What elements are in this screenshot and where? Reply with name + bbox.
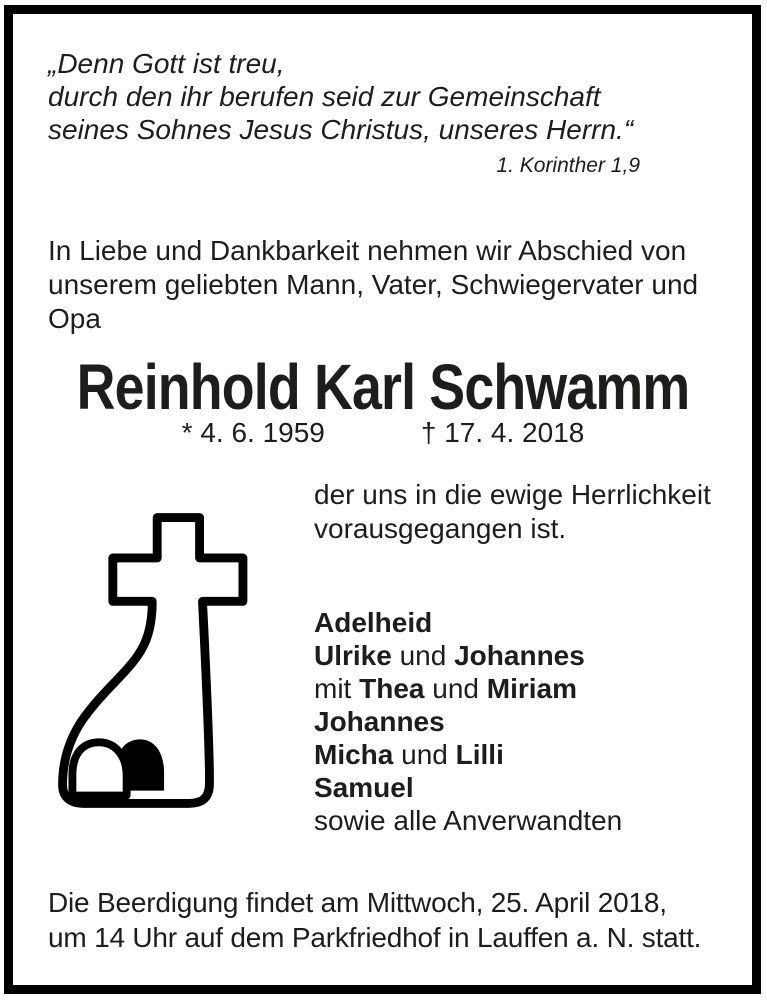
intro-line-1: In Liebe und Dankbarkeit nehmen wir Abschied von [48, 235, 687, 266]
lead-in-line-2: vorausgegangen ist. [314, 513, 567, 544]
death-date: † 17. 4. 2018 [420, 417, 585, 448]
mourner-line-2 [314, 639, 718, 672]
intro-line-3: Opa [48, 303, 101, 334]
quote-line-2: durch den ihr berufen seid zur Gemeinschaft [48, 81, 601, 112]
mourner-line-3 [314, 672, 718, 705]
conjunction-text: und [391, 640, 455, 671]
mourner-line-6 [314, 771, 718, 804]
funeral-info [48, 885, 718, 955]
cross-empty-tomb-illustration [40, 486, 300, 831]
quote-line-3: seines Sohnes Jesus Christus, unseres Herrn.“ [48, 114, 634, 145]
mourner-line-1 [314, 606, 718, 639]
mourner-name: Micha [314, 739, 394, 770]
quote-line-1: „Denn Gott ist treu, [48, 48, 285, 79]
mourner-name: Ulrike [314, 640, 392, 671]
intro-paragraph [48, 234, 718, 336]
mourner-name: Adelheid [314, 607, 433, 638]
mourner-line-5 [314, 738, 718, 771]
bible-quote [48, 47, 718, 178]
deceased-name-row [48, 351, 718, 423]
mourner-line-4 [314, 705, 718, 738]
mourning-column [314, 478, 718, 837]
cross-empty-tomb-icon [40, 486, 300, 831]
birth-date: * 4. 6. 1959 [181, 417, 325, 448]
mourner-line-7 [314, 804, 718, 837]
intro-line-2: unserem geliebten Mann, Vater, Schwiegervater und [48, 269, 699, 300]
mourner-name: Miriam [486, 673, 577, 704]
deceased-name: Reinhold Karl Schwamm [76, 351, 690, 423]
obituary-notice-frame [4, 5, 761, 994]
funeral-line-2: um 14 Uhr auf dem Parkfriedhof in Lauffen a. N. statt. [48, 922, 702, 953]
mourner-name: Lilli [455, 739, 504, 770]
conjunction-text: und [393, 739, 456, 770]
mourner-name: Samuel [314, 772, 414, 803]
quote-attribution: 1. Korinther 1,9 [496, 154, 640, 177]
conjunction-text: und [424, 673, 487, 704]
mourner-name: Johannes [314, 706, 445, 737]
mourner-name: Thea [359, 673, 425, 704]
prefix-text: mit [314, 673, 360, 704]
lead-in-line-1: der uns in die ewige Herrlichkeit [314, 479, 711, 510]
funeral-line-1: Die Beerdigung findet am Mittwoch, 25. April 2018, [48, 887, 667, 918]
lead-in-text [314, 478, 718, 546]
middle-section [48, 478, 718, 837]
mourner-name: Johannes [454, 640, 585, 671]
mourners-list [314, 606, 718, 837]
closing-text: sowie alle Anverwandten [314, 805, 623, 836]
